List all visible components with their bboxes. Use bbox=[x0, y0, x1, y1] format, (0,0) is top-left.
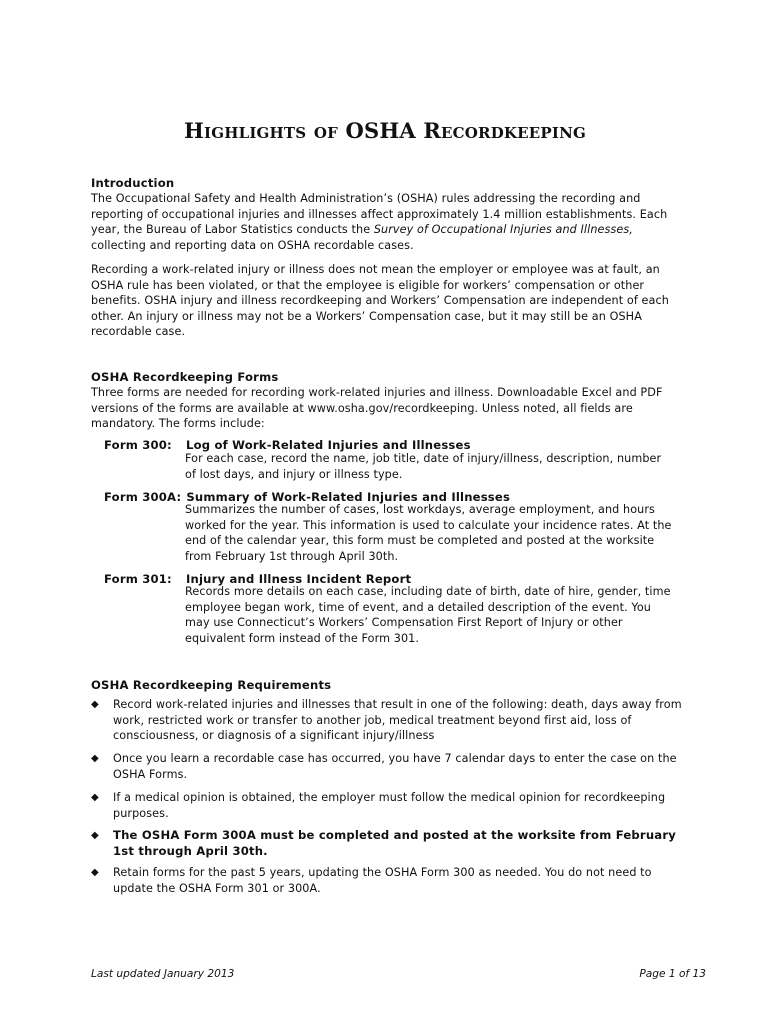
form-300a-label: Form 300A: bbox=[104, 490, 182, 504]
form-300a-title: Summary of Work-Related Injuries and Illnesses bbox=[186, 490, 511, 504]
survey-title: Survey of Occupational Injuries and Illnesses, bbox=[373, 223, 633, 237]
form-300-label: Form 300: bbox=[104, 438, 172, 452]
footer-page-number: Page 1 of 13 bbox=[639, 968, 706, 980]
requirement-text: If a medical opinion is obtained, the employer must follow the medical opinion for recordkeeping purposes. bbox=[113, 791, 666, 820]
requirement-text: Retain forms for the past 5 years, updating the OSHA Form 300 as needed. You do not need to update the OSHA Form 301 or 300A. bbox=[113, 866, 652, 895]
forms-heading: OSHA Recordkeeping Forms bbox=[91, 370, 279, 384]
requirement-text: Record work-related injuries and illnesses that result in one of the following: death, days away from work, restricted work or transfer to another job, medical treatment beyond first aid, loss of consciousness, or diagnosis of a significant injury/illness bbox=[113, 698, 682, 743]
footer-last-updated: Last updated January 2013 bbox=[91, 968, 235, 980]
introduction-heading: Introduction bbox=[91, 176, 175, 190]
requirement-text: Once you learn a recordable case has occurred, you have 7 calendar days to enter the case on the OSHA Forms. bbox=[113, 752, 677, 781]
diamond-bullet-icon: ◆ bbox=[91, 830, 99, 841]
form-300a-description: Summarizes the number of cases, lost workdays, average employment, and hours worked for the year. This information is used to calculate your incidence rates. At the end of the calendar year, this form must be completed and posted at the worksite from February 1st through April 30th. bbox=[185, 503, 672, 563]
requirement-text: The OSHA Form 300A must be completed and posted at the worksite from February 1st through April 30th. bbox=[113, 828, 677, 858]
form-301-description: Records more details on each case, including date of birth, date of hire, gender, time employee began work, time of event, and a detailed description of the event. You may use Connecticut’s Workers’ Compensation First Report of Injury or other equivalent form instead of the Form 301. bbox=[185, 585, 671, 645]
form-300-title: Log of Work-Related Injuries and Illnesses bbox=[186, 438, 471, 452]
introduction-paragraph-1 bbox=[91, 191, 691, 253]
diamond-bullet-icon: ◆ bbox=[91, 699, 99, 710]
requirements-heading: OSHA Recordkeeping Requirements bbox=[91, 678, 332, 692]
diamond-bullet-icon: ◆ bbox=[91, 867, 99, 878]
forms-intro: Three forms are needed for recording work-related injuries and illness. Downloadable Excel and PDF versions of the forms are available at www.osha.gov/recordkeeping. Unless noted, all fields are mandatory. The forms include: bbox=[91, 386, 663, 431]
intro-p1-text-a: The Occupational Safety and Health Administration’s (OSHA) rules addressing the recording and reporting of occupational injuries and illnesses affect approximately 1.4 million establishments. Each year, the Bureau of Labor Statistics conducts the bbox=[91, 192, 668, 237]
intro-p1-text-b: collecting and reporting data on OSHA recordable cases. bbox=[91, 238, 414, 252]
diamond-bullet-icon: ◆ bbox=[91, 753, 99, 764]
page-title: Highlights of OSHA Recordkeeping bbox=[183, 118, 587, 143]
diamond-bullet-icon: ◆ bbox=[91, 792, 99, 803]
introduction-paragraph-2: Recording a work-related injury or illness does not mean the employer or employee was at fault, an OSHA rule has been violated, or that the employee is eligible for workers’ compensation or other benefits. OSHA injury and illness recordkeeping and Workers’ Compensation are independent of each other. An injury or illness may not be a Workers’ Compensation case, but it may still be an OSHA recordable case. bbox=[91, 263, 669, 339]
form-301-title: Injury and Illness Incident Report bbox=[186, 572, 412, 586]
form-301-label: Form 301: bbox=[104, 572, 172, 586]
form-300-description: For each case, record the name, job title, date of injury/illness, description, number of lost days, and injury or illness type. bbox=[185, 452, 662, 481]
